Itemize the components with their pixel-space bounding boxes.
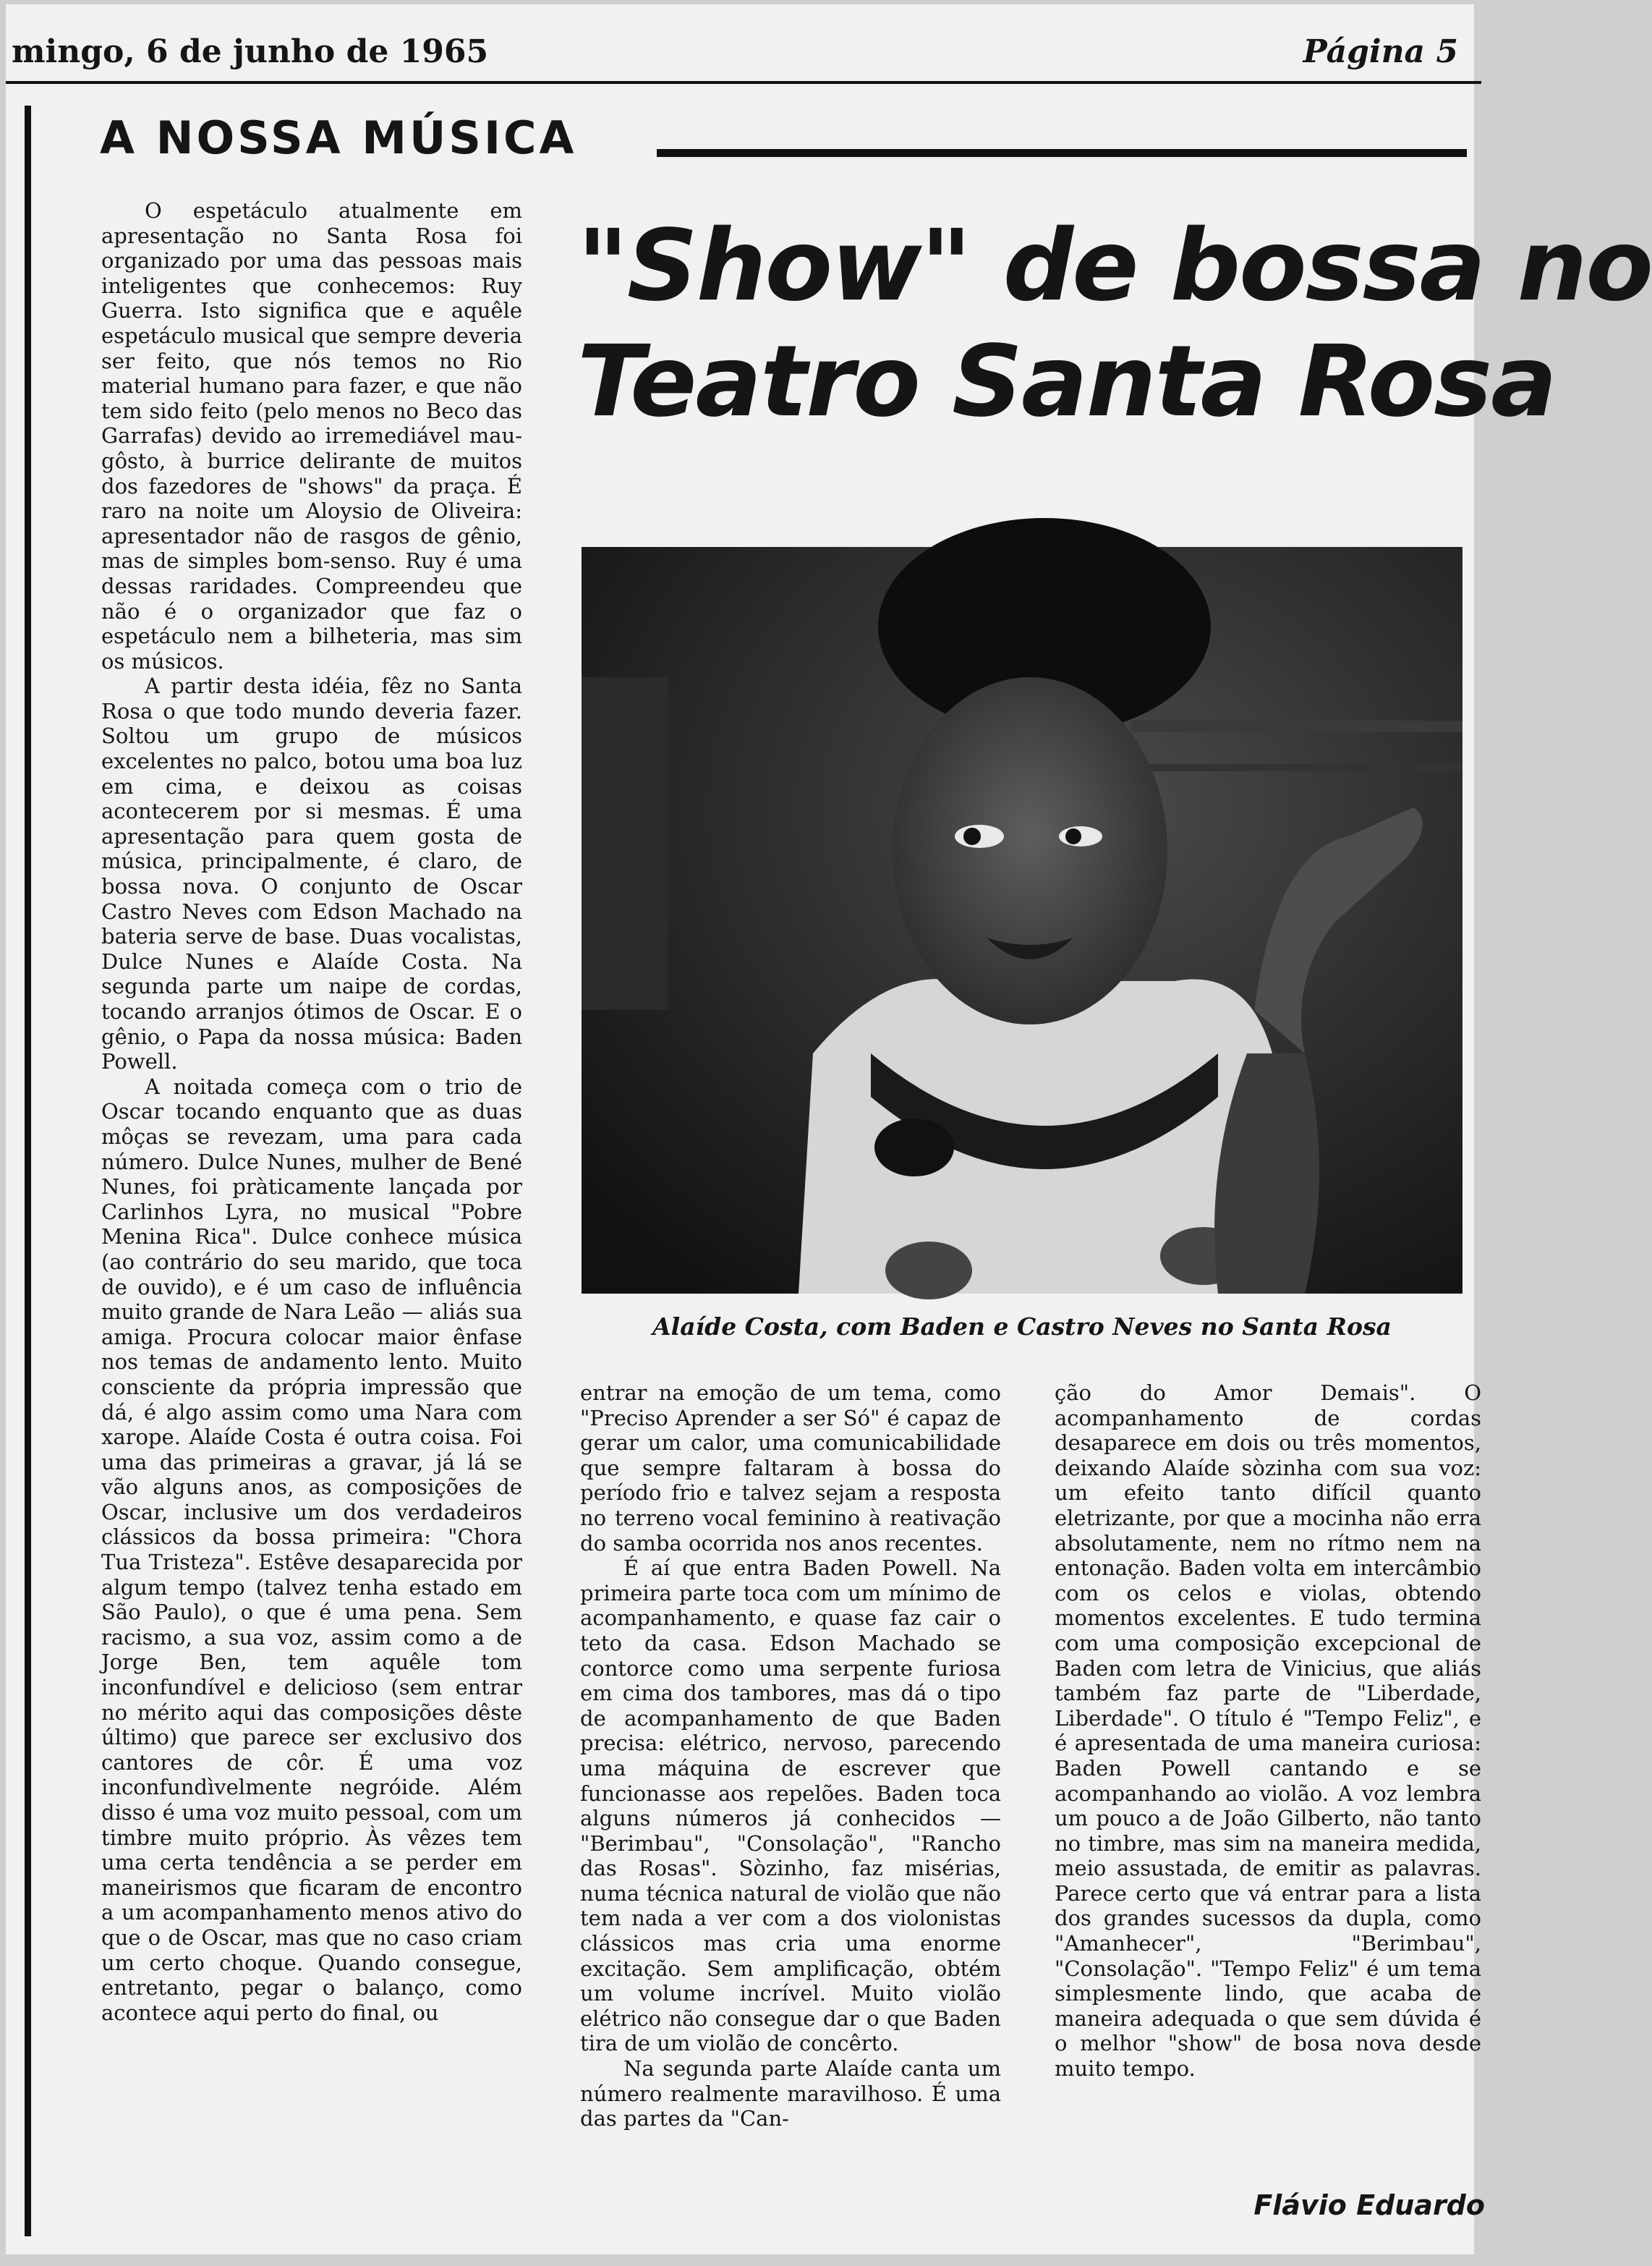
headline-line-2: Teatro Santa Rosa: [577, 325, 1556, 439]
column-rule: [25, 106, 31, 2236]
paragraph: É aí que entra Baden Powell. Na primeira parte toca com um mínimo de acompanhamento, e quase faz cair o teto da casa. Edson Machado se contorce como uma serpente furiosa em cima dos tambores, mas dá o tipo de acompanhamento de que Baden precisa: elétrico, nervoso, parecendo uma máquina de escrever que funcionasse aos repelões. Baden toca alguns números já conhecidos — "Berimbau", "Consolação", "Rancho das Rosas". Sòzinho, faz misérias, numa técnica natural de violão que não tem nada a ver com a dos violonistas clássicos mas cria uma enorme excitação. Sem amplificação, obtém um volume incrível. Muito violão elétrico não consegue dar o que Baden tira de um violão de concêrto.: [580, 1556, 1001, 2056]
paragraph: O espetáculo atualmente em apresentação no Santa Rosa foi organizado por uma das pessoas mais inteligentes que conhecemos: Ruy Guerra. Isto significa que e aquêle espetáculo musical que sempre deveria ser feito, que nós temos no Rio material humano para fazer, e que não tem sido feito (pelo menos no Beco das Garrafas) devido ao irremediável mau-gôsto, à burrice delirante de muitos dos fazedores de "shows" da praça. É raro na noite um Aloysio de Oliveira: apresentador não de rasgos de gênio, mas de simples bom-senso. Ruy é uma dessas raridades. Compreendeu que não é o organizador que faz o espetáculo nem a bilheteria, mas sim os músicos.: [101, 198, 522, 674]
section-rule: [657, 149, 1467, 157]
paragraph: A noitada começa com o trio de Oscar tocando enquanto que as duas môças se revezam, uma para cada número. Dulce Nunes, mulher de Bené Nunes, foi pràticamente lançada por Carlinhos Lyra, no musical "Pobre Menina Rica". Dulce conhece música (ao contrário do seu marido, que toca de ouvido), e é um caso de influência muito grande de Nara Leão — aliás sua amiga. Procura colocar maior ênfase nos temas de andamento lento. Muito consciente da própria impressão que dá, é algo assim como uma Nara com xarope. Alaíde Costa é outra coisa. Foi uma das primeiras a gravar, já lá se vão alguns anos, as composições de Oscar, inclusive um dos verdadeiros clássicos da bossa primeira: "Chora Tua Tristeza". Estêve desaparecida por algum tempo (talvez tenha estado em São Paulo), o que é uma pena. Sem racismo, a sua voz, assim como a de Jorge Ben, tem aquêle tom inconfundível e delicioso (sem entrar no mérito aqui das composições dêste último) que parece ser exclusivo dos cantores de côr. É uma voz inconfundìvelmente negróide. Além disso é uma voz muito pessoal, com um timbre muito próprio. Às vêzes tem uma certa tendência a se perder em maneirismos que ficaram de encontro a um acompanhamento menos ativo do que o de Oscar, mas que no caso criam um certo choque. Quando consegue, entretanto, pegar o balanço, como acontece aqui perto do final, ou: [101, 1074, 522, 2025]
masthead: [12, 33, 1458, 77]
issue-date: mingo, 6 de junho de 1965: [12, 33, 489, 70]
section-title: A NOSSA MÚSICA: [100, 111, 577, 164]
photo-caption: Alaíde Costa, com Baden e Castro Neves no Santa Rosa: [652, 1312, 1392, 1341]
paragraph: entrar na emoção de um tema, como "Preciso Aprender a ser Só" é capaz de gerar um calor, uma comunicabilidade que sempre faltaram à bossa do período frio e talvez sejam a resposta no terreno vocal feminino à reativação do samba ocorrida nos anos recentes.: [580, 1380, 1001, 1556]
masthead-rule: [6, 81, 1481, 84]
headline: [577, 208, 1652, 440]
article-column-3: [1055, 1380, 1481, 2082]
paragraph: A partir desta idéia, fêz no Santa Rosa o que todo mundo deveria fazer. Soltou um grupo de músicos excelentes no palco, botou uma boa luz em cima, e deixou as coisas acontecerem por si mesmas. É uma apresentação para quem gosta de música, principalmente, é claro, de bossa nova. O conjunto de Oscar Castro Neves com Edson Machado na bateria serve de base. Duas vocalistas, Dulce Nunes e Alaíde Costa. Na segunda parte um naipe de cordas, tocando arranjos ótimos de Oscar. E o gênio, o Papa da nossa música: Baden Powell.: [101, 674, 522, 1074]
article-column-2: [580, 1380, 1001, 2131]
paragraph: Na segunda parte Alaíde canta um número realmente maravilhoso. É uma das partes da "Can-: [580, 2056, 1001, 2131]
author-signature: Flávio Eduardo: [1253, 2189, 1485, 2221]
photo-portrait-icon: [582, 547, 1462, 1294]
paragraph: ção do Amor Demais". O acompanhamento de cordas desaparece em dois ou três momentos, deixando Alaíde sòzinha com sua voz: um efeito tanto difícil quanto eletrizante, por que a mocinha não erra absolutamente, nem no rítmo nem na entonação. Baden volta em intercâmbio com os celos e violas, obtendo momentos excelentes. E tudo termina com uma composição excepcional de Baden com letra de Vinicius, que aliás também faz parte de "Liberdade, Liberdade". O título é "Tempo Feliz", e é apresentada de uma maneira curiosa: Baden Powell cantando e se acompanhando ao violão. A voz lembra um pouco a de João Gilberto, não tanto no timbre, mas sim na maneira medida, meio assustada, de emitir as palavras. Parece certo que vá entrar para a lista dos grandes sucessos da dupla, como "Amanhecer", "Berimbau", "Consolação". "Tempo Feliz" é um tema simplesmente lindo, que acaba de maneira adequada o que sem dúvida é o melhor "show" de bosa nova desde muito tempo.: [1055, 1380, 1481, 2082]
article-photo: [582, 547, 1462, 1294]
newspaper-page: [6, 4, 1652, 2254]
headline-line-1: "Show" de bossa no: [577, 209, 1652, 323]
page-number: Página 5: [1303, 33, 1458, 70]
article-column-1: [101, 198, 522, 2025]
